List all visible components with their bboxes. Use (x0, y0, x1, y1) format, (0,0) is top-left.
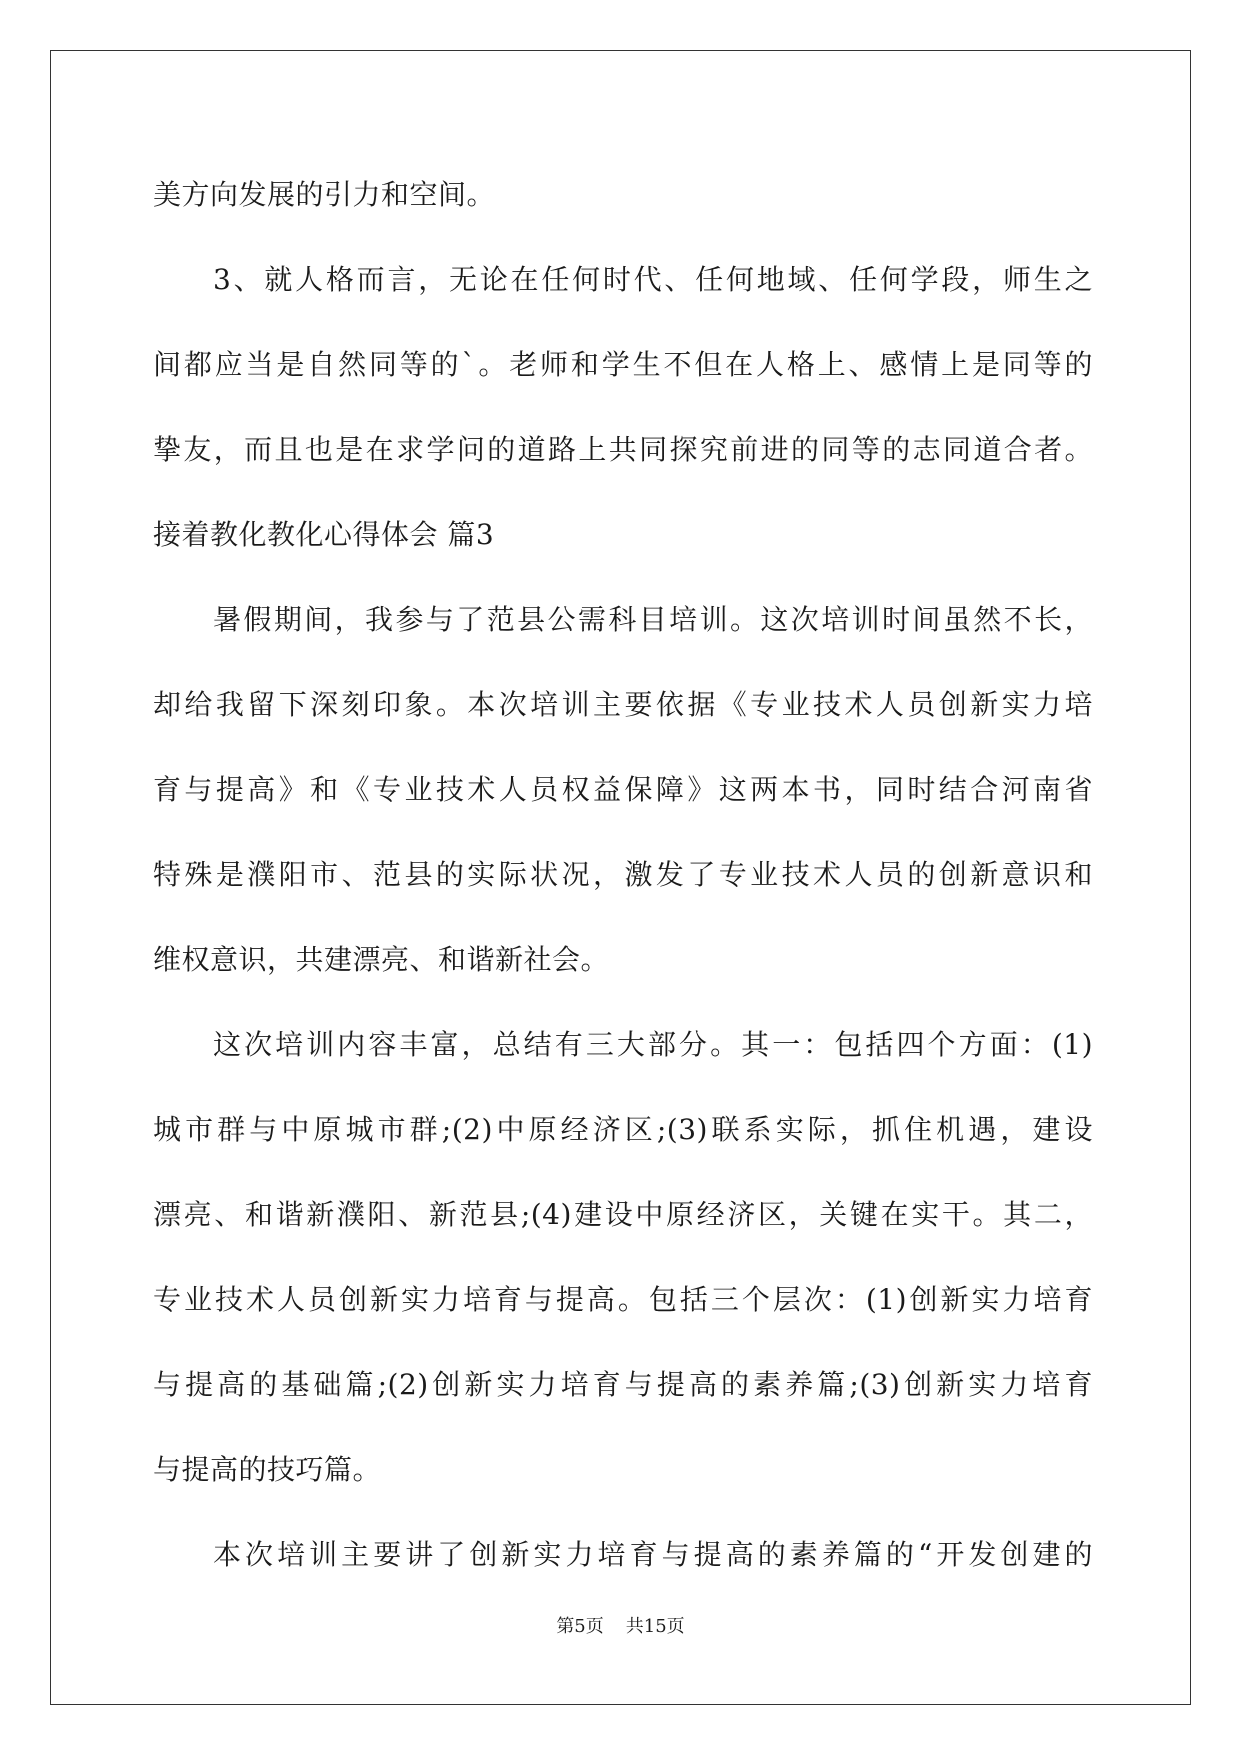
text-line: 这次培训内容丰富，总结有三大部分。其一：包括四个方面：(1) (213, 1028, 1093, 1061)
page-number: 第5页 (556, 1616, 604, 1637)
text-line: 3、就人格而言，无论在任何时代、任何地域、任何学段，师生之 (213, 263, 1093, 296)
text-line: 却给我留下深刻印象。本次培训主要依据《专业技术人员创新实力培 (153, 688, 1093, 721)
page-footer (0, 1612, 1241, 1638)
text-line: 特殊是濮阳市、范县的实际状况，激发了专业技术人员的创新意识和 (153, 858, 1093, 891)
text-line: 与提高的基础篇;(2)创新实力培育与提高的素养篇;(3)创新实力培育 (153, 1368, 1093, 1401)
text-line: 专业技术人员创新实力培育与提高。包括三个层次：(1)创新实力培育 (153, 1283, 1093, 1316)
section-heading: 接着教化教化心得体会 篇3 (153, 518, 495, 551)
text-line: 美方向发展的引力和空间。 (153, 178, 496, 211)
text-line: 漂亮、和谐新濮阳、新范县;(4)建设中原经济区，关键在实干。其二， (153, 1198, 1093, 1231)
page-total: 共15页 (625, 1616, 685, 1637)
document-body (153, 152, 1093, 1597)
text-line: 维权意识，共建漂亮、和谐新社会。 (153, 943, 610, 976)
text-line: 与提高的技巧篇。 (153, 1453, 382, 1486)
text-line: 城市群与中原城市群;(2)中原经济区;(3)联系实际，抓住机遇，建设 (153, 1113, 1093, 1146)
text-line: 本次培训主要讲了创新实力培育与提高的素养篇的“开发创建的 (213, 1538, 1093, 1571)
text-line: 暑假期间，我参与了范县公需科目培训。这次培训时间虽然不长， (213, 603, 1093, 636)
text-line: 育与提高》和《专业技术人员权益保障》这两本书，同时结合河南省 (153, 773, 1093, 806)
text-line: 间都应当是自然同等的`。老师和学生不但在人格上、感情上是同等的 (153, 348, 1093, 381)
text-line: 挚友，而且也是在求学问的道路上共同探究前进的同等的志同道合者。 (153, 433, 1093, 466)
